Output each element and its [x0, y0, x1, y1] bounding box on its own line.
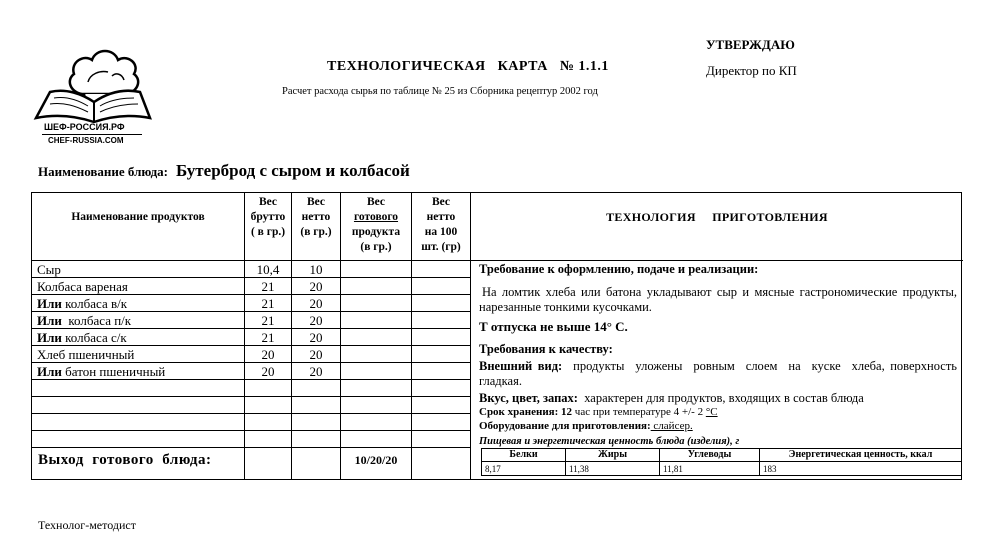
nutrition-table: [481, 448, 962, 476]
product-netto: 10: [309, 262, 323, 277]
dish-name-row: [38, 161, 410, 181]
nutrition-header-protein: Белки: [509, 449, 538, 460]
header-netto100-line: Вес: [431, 196, 451, 208]
product-netto: 20: [309, 296, 323, 311]
taste-text: Вкус, цвет, запах: характерен для продуктов, входящих в состав блюда: [479, 391, 864, 405]
header-netto-line: нетто: [301, 211, 331, 223]
quality-requirements-heading: Требования к качеству:: [479, 342, 613, 356]
logo: [30, 42, 155, 152]
product-brutto: 21: [261, 296, 275, 311]
approve-heading: УТВЕРЖДАЮ: [706, 37, 795, 52]
nutrition-value-energy: 183: [763, 464, 777, 474]
logo-divider: [42, 134, 142, 135]
header-ready-line: Вес: [366, 196, 386, 208]
nutrition-title: Пищевая и энергетическая ценность блюда (изделия), г: [479, 436, 740, 447]
product-name: Или колбаса в/к: [37, 296, 128, 311]
product-name: Хлеб пшеничный: [37, 347, 135, 362]
product-name: Или колбаса с/к: [37, 330, 127, 345]
product-row: [32, 329, 471, 346]
product-row: [32, 363, 471, 380]
technologist-signature: Технолог-методист: [38, 518, 136, 532]
document-title: ТЕХНОЛОГИЧЕСКАЯ КАРТА № 1.1.1: [327, 59, 609, 74]
logo-site-ru: ШЕФ-РОССИЯ.РФ: [44, 122, 125, 132]
header-netto-line: Вес: [306, 196, 326, 208]
header-brutto-line: Вес: [258, 196, 278, 208]
header-ready-line: готового: [353, 211, 399, 223]
header-technology: ТЕХНОЛОГИЯ ПРИГОТОВЛЕНИЯ: [606, 210, 828, 224]
product-row: [32, 295, 471, 312]
header-netto: [292, 195, 340, 240]
nutrition-header-fat: Жиры: [597, 449, 628, 460]
serving-text: На ломтик хлеба или батона укладывают сыр и мясные гастрономические продукты, нарезанные тонкими кусочками.: [479, 285, 957, 314]
product-brutto: 21: [261, 330, 275, 345]
nutrition-value-carbs: 11,81: [663, 464, 683, 474]
nutrition-border: [481, 461, 962, 462]
director-label: Директор по КП: [706, 63, 797, 78]
product-brutto: 10,4: [256, 262, 280, 277]
equipment-text: Оборудование для приготовления: слайсер.: [479, 420, 693, 432]
yield-value: 10/20/20: [354, 453, 398, 467]
header-netto100-line: нетто: [426, 211, 456, 223]
header-product: Наименование продуктов: [71, 211, 205, 223]
dish-name: Бутерброд с сыром и колбасой: [175, 161, 410, 180]
product-brutto: 21: [261, 279, 275, 294]
product-netto: 20: [309, 347, 323, 362]
row-divider: [32, 430, 471, 431]
nutrition-divider: [961, 448, 962, 476]
header-ready-line: продукта: [351, 226, 401, 238]
header-brutto-line: брутто: [250, 211, 286, 223]
storage-text: Срок хранения: 12 час при температуре 4 +/- 2 °С: [479, 406, 718, 418]
document-subtitle: Расчет расхода сырья по таблице № 25 из Сборника рецептур 2002 год: [282, 86, 598, 97]
header-netto100-line: шт. (гр): [421, 241, 461, 253]
header-netto100-line: на 100: [424, 226, 458, 238]
product-brutto: 20: [261, 347, 275, 362]
row-divider: [32, 447, 471, 448]
product-netto: 20: [309, 364, 323, 379]
logo-site-com: CHEF-RUSSIA.COM: [48, 136, 124, 145]
header-ready-line: (в гр.): [360, 241, 392, 253]
nutrition-value-fat: 11,38: [569, 464, 589, 474]
header-netto-100: [412, 195, 470, 255]
header-brutto: [245, 195, 291, 240]
header-brutto-line: ( в гр.): [250, 226, 286, 238]
product-name: Или батон пшеничный: [37, 364, 166, 379]
product-row: [32, 261, 471, 278]
yield-label: Выход готового блюда:: [38, 452, 212, 468]
product-row: [32, 278, 471, 295]
product-netto: 20: [309, 330, 323, 345]
header-ready-weight: [341, 195, 411, 255]
serving-temperature: Т отпуска не выше 14° С.: [479, 319, 628, 334]
serving-requirements-heading: Требование к оформлению, подаче и реализации:: [479, 262, 759, 276]
row-divider: [32, 396, 471, 397]
nutrition-header-energy: Энергетическая ценность, ккал: [788, 449, 933, 460]
header-netto-line: (в гр.): [300, 226, 332, 238]
product-name: Или колбаса п/к: [37, 313, 132, 328]
appearance-text: Внешний вид: продукты уложены ровным слоем на куске хлеба, поверхность гладкая.: [479, 359, 961, 388]
nutrition-header-carbs: Углеводы: [687, 449, 732, 460]
nutrition-value-protein: 8,17: [485, 464, 501, 474]
recipe-table: [31, 192, 962, 480]
product-brutto: 20: [261, 364, 275, 379]
chef-hat-book-icon: [30, 42, 155, 124]
row-divider: [32, 413, 471, 414]
product-name: Сыр: [37, 262, 61, 277]
dish-label: Наименование блюда:: [38, 164, 168, 179]
product-netto: 20: [309, 279, 323, 294]
product-netto: 20: [309, 313, 323, 328]
product-row: [32, 346, 471, 363]
nutrition-border: [481, 475, 962, 476]
product-brutto: 21: [261, 313, 275, 328]
product-row: [32, 312, 471, 329]
product-name: Колбаса вареная: [37, 279, 128, 294]
